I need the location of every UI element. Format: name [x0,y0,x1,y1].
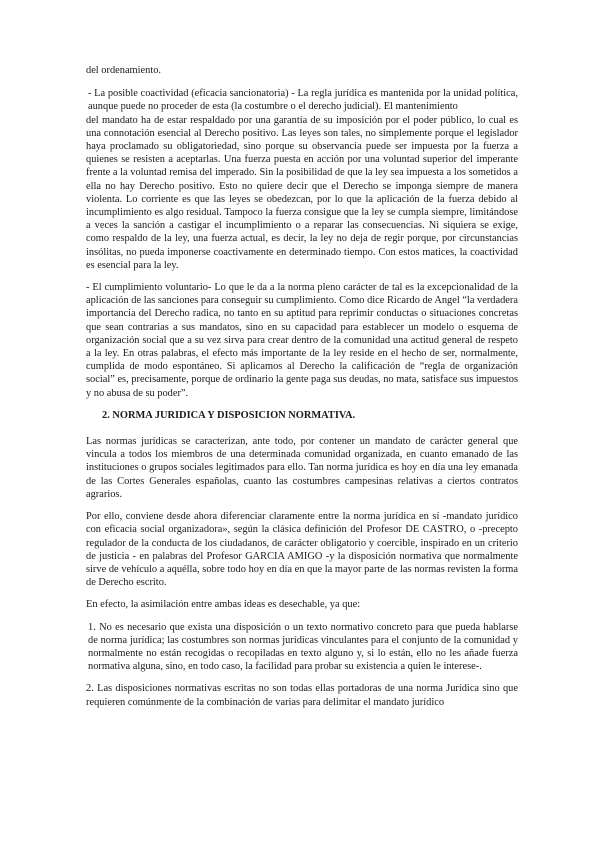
paragraph-por-ello: Por ello, conviene desde ahora diferenciar claramente entre la norma jurídica en sí -mandato jurídico con eficacia social organizadora», según la clásica definición del Profesor DE CASTRO, o -precepto regulador de la conducta de los ciudadanos, de carácter obligatorio y coercible, inspirado en un criterio de justicia - en palabras del Profesor GARCIA AMIGO -y la disposición normativa que normalmente sirve de vehículo a aquélla, sobre todo hoy en día en que la mayor parte de las normas revisten la forma de Derecho escrito. [86,511,518,589]
paragraph-item-1: 1. No es necesario que exista una disposición o un texto normativo concreto para que pueda hablarse de norma jurídica; las costumbres son normas jurídicas vinculantes para el conjunto de la comunidad y normalmente no están recogidas o recopiladas en texto alguno y, si lo están, ello no les añade fuerza normativa alguna, sino, en todo caso, la facilidad para probar su existencia a quien le interese-. [88,621,518,673]
paragraph-efecto: En efecto, la asimilación entre ambas ideas es desechable, ya que: [86,599,361,611]
section-heading: 2. NORMA JURIDICA Y DISPOSICION NORMATIVA. [102,409,356,421]
paragraph-mandato: del mandato ha de estar respaldado por una garantía de su imposición por el poder público, lo cual es una connotación esencial al Derecho positivo. Las leyes son tales, no simplemente porque el legislador haya proclamado su obligatoriedad, sino porque su observancia puede ser impuesta por la fuerza a quienes se resisten a aceptarlas. Una fuerza puesta en acción por una voluntad superior del imperante frente a la voluntad remisa del imperado. Sin la posibilidad de que la ley sea impuesta a los sometidos a ella no hay Derecho positivo. Esto no quiere decir que el Derecho se imponga siempre de manera violenta. Lo corriente es que las leyes se obedezcan, por lo que la aplicación de la fuerza debido al incumplimiento es algo residual. Tampoco la fuerza consigue que la ley se cumpla siempre, limitándose a veces la sanción a castigar el incumplimiento o a reparar las consecuencias. Ni siquiera se exige, como respaldo de la ley, una fuerza actual, es decir, la ley no deja de regir porque, por circunstancias insólitas, no pueda imponerse coactivamente en determinado tiempo. Con estos matices, la coactividad es esencial para la ley. [86,114,518,271]
paragraph-fragment-top: del ordenamiento. [86,65,162,76]
paragraph-coactividad: - La posible coactividad (eficacia sancionatoria) - La regla jurídica es mantenida por la unidad política, aunque puede no proceder de esta (la costumbre o el derecho judicial). El mantenimiento [88,88,518,113]
paragraph-normas: Las normas jurídicas se caracterizan, ante todo, por contener un mandato de carácter general que vincula a todos los miembros de una determinada comunidad organizada, en cuanto emanado de las instituciones o grupos sociales legitimados para ello. Tan norma jurídica es hoy en día una ley emanada de las Cortes Generales españolas, cuanto las costumbres campesinas relativas a ciertos contratos agrarios. [86,436,518,500]
paragraph-cumplimiento: - El cumplimiento voluntario- Lo que le da a la norma pleno carácter de tal es la excepcionalidad de la aplicación de las sanciones para conseguir su cumplimiento. Como dice Ricardo de Angel “la verdadera importancia del Derecho radica, no tanto en su aptitud para reprimir conductas o situaciones concretas que sean contrarias a sus mandatos, sino en su capacidad para establecer un modelo o esquema de organización social que a su vez sirva para crear dentro de la comunidad una actitud general de respeto a la ley. En otras palabras, el efecto más importante de la ley reside en el hecho de ser, normalmente, cumplida de modo espontáneo. Si aplicamos al Derecho la calificación de “regla de organización social” es, precisamente, porque de ordinario la gente paga sus deudas, no mata, satisface sus impuestos y no abusa de su poder”. [86,282,518,399]
paragraph-item-2: 2. Las disposiciones normativas escritas no son todas ellas portadoras de una norma Jurídica sino que requieren comúnmente de la combinación de varias para delimitar el mandato jurídico [86,683,518,708]
document-page [86,64,518,718]
